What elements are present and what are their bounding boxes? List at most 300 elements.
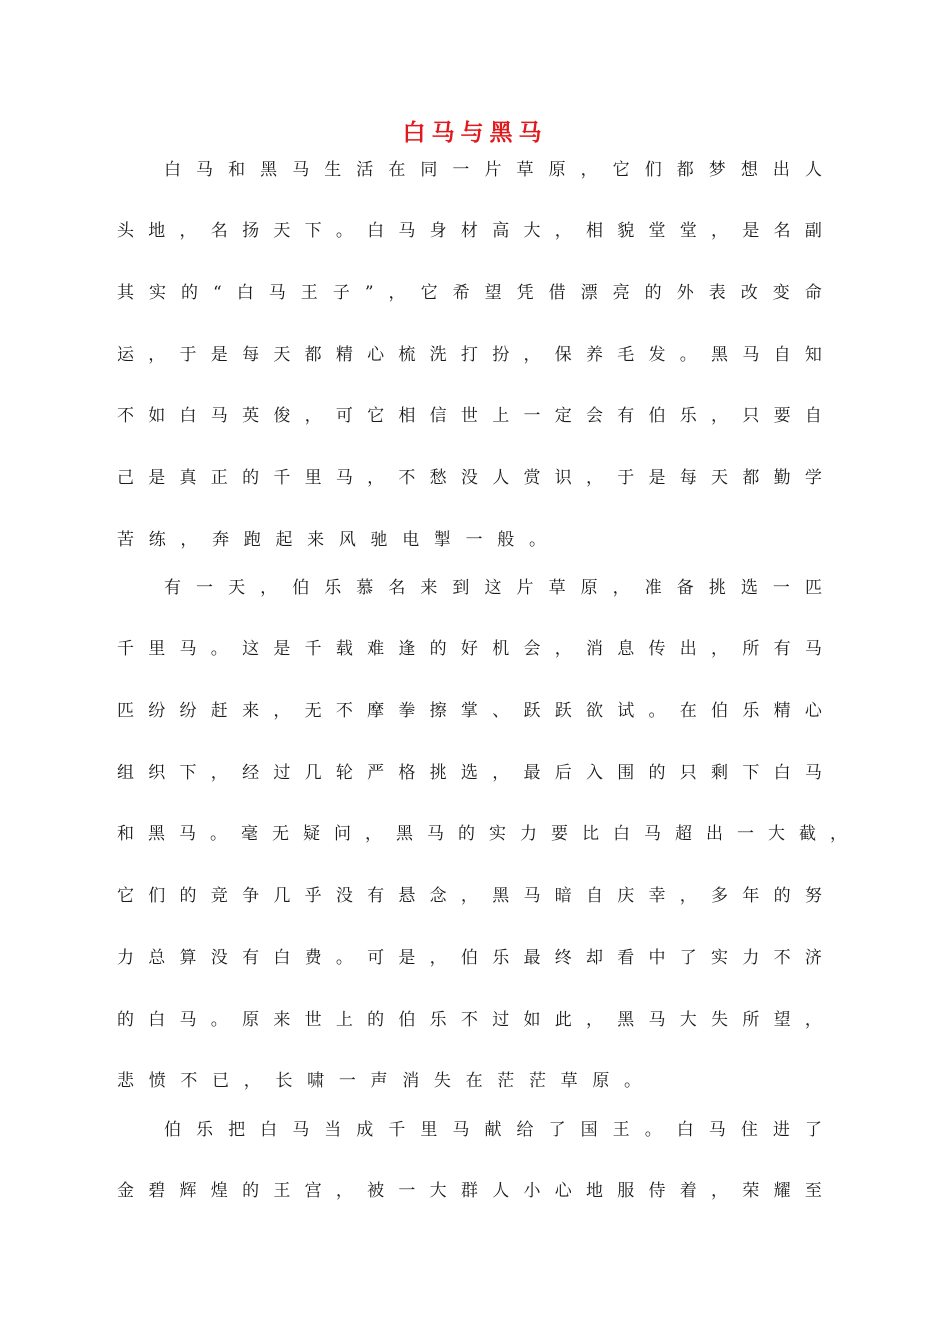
text-char: 伯 [398, 1010, 416, 1030]
text-char: 是 [742, 221, 760, 241]
text-char: 每 [679, 468, 697, 488]
text-char: 马 [292, 160, 310, 180]
text-char: 伯 [648, 406, 666, 426]
text-char: 马 [804, 763, 822, 783]
text-char: ， [180, 530, 198, 550]
text-char: ， [711, 406, 729, 426]
text-char: 截 [799, 824, 816, 844]
text-char: 马 [196, 160, 214, 180]
text-char: 服 [617, 1181, 635, 1201]
text-char: 费 [304, 948, 322, 968]
text-char: 马 [179, 824, 196, 844]
text-char: 己 [117, 468, 134, 488]
text-char: ， [585, 1010, 603, 1030]
text-char: 一 [737, 824, 754, 844]
text-char: 地 [585, 1181, 603, 1201]
text-char: 出 [772, 160, 790, 180]
text-char: 好 [460, 639, 478, 659]
text-char: ， [367, 468, 385, 488]
text-char: 黑 [617, 1010, 635, 1030]
text-char: 堂 [648, 221, 666, 241]
text-char: 出 [679, 639, 697, 659]
text-char: 表 [708, 283, 726, 303]
text-char: 扮 [492, 345, 510, 365]
text-char: 问 [334, 824, 351, 844]
text-line [117, 819, 847, 849]
text-char: 风 [338, 530, 356, 550]
text-char: ， [830, 824, 847, 844]
text-char: 格 [398, 763, 416, 783]
text-char: 中 [648, 948, 666, 968]
text-line [117, 943, 822, 973]
text-char: 争 [242, 886, 260, 906]
text-char: 发 [648, 345, 666, 365]
text-char: 原 [580, 578, 598, 598]
text-char: 头 [117, 221, 134, 241]
text-char: 白 [367, 221, 385, 241]
text-char: 原 [548, 160, 566, 180]
text-char: 黑 [711, 345, 729, 365]
text-char: 精 [773, 701, 791, 721]
text-char: 多 [711, 886, 729, 906]
text-char: ， [335, 1181, 353, 1201]
text-line [117, 1005, 822, 1035]
text-char: 乐 [324, 578, 342, 598]
text-char: 世 [460, 406, 478, 426]
text-char: 念 [429, 886, 447, 906]
text-char: 大 [679, 1010, 697, 1030]
text-char: 围 [617, 763, 635, 783]
text-char: 马 [292, 1120, 310, 1140]
text-char: 王 [300, 283, 318, 303]
text-char: 实 [149, 283, 167, 303]
text-char: 群 [460, 1181, 478, 1201]
text-char: 白 [148, 1010, 166, 1030]
text-char: 识 [554, 468, 572, 488]
text-char: 最 [523, 948, 541, 968]
text-line [117, 340, 822, 370]
text-char: 声 [370, 1071, 388, 1091]
text-char: 心 [367, 345, 385, 365]
text-char: 有 [617, 406, 635, 426]
text-char: 梦 [708, 160, 726, 180]
text-char: 的 [644, 283, 662, 303]
text-char: 名 [388, 578, 406, 598]
text-char: ， [179, 221, 197, 241]
text-char: ， [554, 639, 572, 659]
text-char: 马 [179, 639, 197, 659]
text-char: 学 [804, 468, 822, 488]
text-char: 王 [612, 1120, 630, 1140]
text-char: 会 [523, 639, 541, 659]
text-char: 没 [210, 948, 228, 968]
text-char: 世 [304, 1010, 322, 1030]
text-char: 献 [484, 1120, 502, 1140]
text-char: 英 [242, 406, 260, 426]
text-char: 伯 [711, 701, 729, 721]
text-char: 赏 [523, 468, 541, 488]
text-char: 一 [338, 1071, 356, 1091]
text-char: 马 [268, 283, 286, 303]
text-char: 的 [429, 639, 447, 659]
text-char: 自 [773, 345, 791, 365]
text-char: 不 [773, 948, 791, 968]
text-char: 是 [398, 948, 416, 968]
text-char: 不 [460, 1010, 478, 1030]
text-char: 地 [148, 221, 166, 241]
text-char: 上 [492, 406, 510, 426]
text-char: 马 [179, 1010, 197, 1030]
text-char: 。 [210, 824, 227, 844]
text-char: 失 [711, 1010, 729, 1030]
text-char: 力 [520, 824, 537, 844]
text-line [117, 525, 822, 555]
text-line [117, 401, 822, 431]
text-char: 乐 [429, 1010, 447, 1030]
text-char: 一 [196, 578, 214, 598]
text-char: 梳 [398, 345, 416, 365]
text-char: 都 [742, 468, 760, 488]
text-char: 跃 [554, 701, 572, 721]
text-char: 擦 [429, 701, 447, 721]
text-char: 人 [492, 1181, 510, 1201]
text-char: ， [429, 948, 447, 968]
text-char: ， [492, 763, 510, 783]
text-char: 它 [420, 283, 438, 303]
text-char: 进 [772, 1120, 790, 1140]
text-char: 实 [711, 948, 729, 968]
text-char: 。 [648, 701, 666, 721]
text-char: 白 [773, 763, 791, 783]
text-char: 片 [484, 160, 502, 180]
text-char: 愤 [148, 1071, 166, 1091]
text-char: ， [554, 221, 572, 241]
text-char: 组 [117, 763, 134, 783]
text-char: 乎 [304, 886, 322, 906]
text-char: 有 [367, 886, 385, 906]
text-char: 。 [210, 1010, 228, 1030]
text-char: 的 [242, 1181, 260, 1201]
text-char: 拳 [398, 701, 416, 721]
text-char: 希 [452, 283, 470, 303]
text-char: 乐 [492, 948, 510, 968]
text-char: 洗 [429, 345, 447, 365]
text-char: 千 [273, 468, 291, 488]
text-char: 力 [117, 948, 134, 968]
text-char: 堂 [679, 221, 697, 241]
text-char: 选 [740, 578, 758, 598]
text-char: 里 [304, 468, 322, 488]
text-char: 俊 [273, 406, 291, 426]
text-char: 马 [708, 1120, 726, 1140]
text-char: 千 [304, 639, 322, 659]
text-char: 在 [388, 160, 406, 180]
text-char: 比 [582, 824, 599, 844]
text-char: 只 [742, 406, 760, 426]
text-char: 白 [613, 824, 630, 844]
text-char: 原 [592, 1071, 610, 1091]
text-char: 给 [516, 1120, 534, 1140]
text-char: 打 [460, 345, 478, 365]
text-char: 同 [420, 160, 438, 180]
text-char: 息 [617, 639, 635, 659]
text-char: 精 [335, 345, 353, 365]
text-char: 。 [624, 1071, 641, 1091]
text-char: 练 [148, 530, 166, 550]
text-char: 宫 [304, 1181, 322, 1201]
text-char: ， [243, 1071, 261, 1091]
text-char: ， [460, 886, 478, 906]
text-char: 马 [742, 345, 760, 365]
text-char: 心 [554, 1181, 572, 1201]
text-char: 扬 [242, 221, 260, 241]
text-char: 草 [516, 160, 534, 180]
text-char: 于 [179, 345, 197, 365]
text-char: 望 [773, 1010, 791, 1030]
text-char: 要 [551, 824, 568, 844]
text-char: 正 [210, 468, 228, 488]
text-char: ， [711, 1181, 729, 1201]
text-char: 了 [679, 948, 697, 968]
text-char: 茫 [497, 1071, 515, 1091]
text-char: 不 [398, 468, 416, 488]
text-line [164, 155, 822, 185]
text-char: ， [304, 406, 322, 426]
text-char: 出 [706, 824, 723, 844]
text-char: 侍 [648, 1181, 666, 1201]
text-char: 此 [554, 1010, 572, 1030]
text-char: 马 [644, 824, 661, 844]
text-char: 活 [356, 160, 374, 180]
text-char: 严 [367, 763, 385, 783]
text-char: 马 [427, 824, 444, 844]
text-char: ， [210, 763, 228, 783]
text-char: 至 [804, 1181, 822, 1201]
text-char: ， [711, 221, 729, 241]
text-char: 可 [367, 948, 385, 968]
text-char: 苦 [117, 530, 134, 550]
text-char: 只 [679, 763, 697, 783]
text-char: 跃 [523, 701, 541, 721]
text-line [164, 573, 822, 603]
text-char: 荣 [742, 1181, 760, 1201]
text-char: 一 [523, 406, 541, 426]
text-char: 乐 [679, 406, 697, 426]
text-char: 上 [335, 1010, 353, 1030]
text-char: 相 [585, 221, 603, 241]
text-char: 织 [148, 763, 166, 783]
text-char: 机 [492, 639, 510, 659]
text-char: 慕 [356, 578, 374, 598]
text-char: 来 [420, 578, 438, 598]
text-char: ， [260, 578, 278, 598]
text-char: 黑 [492, 886, 510, 906]
text-char: 名 [210, 221, 228, 241]
text-char: 愁 [429, 468, 447, 488]
text-char: 般 [497, 530, 515, 550]
text-char: 煌 [210, 1181, 228, 1201]
text-line [117, 216, 822, 246]
text-char: 千 [117, 639, 134, 659]
text-char: 下 [742, 763, 760, 783]
text-char: 副 [804, 221, 822, 241]
text-char: 纷 [179, 701, 197, 721]
text-char: 的 [458, 824, 475, 844]
text-char: 的 [179, 886, 197, 906]
text-char: 在 [465, 1071, 483, 1091]
text-char: 毫 [241, 824, 258, 844]
text-char: ， [388, 283, 406, 303]
text-char: 挑 [429, 763, 447, 783]
text-char: 竞 [210, 886, 228, 906]
text-char: 天 [273, 221, 291, 241]
text-char: 黑 [148, 824, 165, 844]
text-char: 年 [742, 886, 760, 906]
text-char: 子 [332, 283, 350, 303]
text-char: 幸 [648, 886, 666, 906]
text-line [117, 278, 822, 308]
text-char: 如 [148, 406, 166, 426]
text-char: 每 [242, 345, 260, 365]
text-char: 运 [117, 345, 134, 365]
text-char: 马 [648, 1010, 666, 1030]
text-char: 王 [273, 1181, 291, 1201]
text-char: 终 [554, 948, 572, 968]
text-char: ， [580, 160, 598, 180]
text-char: 外 [676, 283, 694, 303]
text-char: 身 [429, 221, 447, 241]
text-char: 乐 [742, 701, 760, 721]
text-char: 匹 [804, 578, 822, 598]
text-char: 勤 [773, 468, 791, 488]
text-char: 耀 [773, 1181, 791, 1201]
text-char: 。 [210, 639, 228, 659]
text-char: 力 [742, 948, 760, 968]
text-char: 大 [523, 221, 541, 241]
text-char: 命 [804, 283, 822, 303]
text-char: 消 [585, 639, 603, 659]
text-char: 要 [773, 406, 791, 426]
text-char: 于 [617, 468, 635, 488]
text-char: 不 [117, 406, 134, 426]
text-char: 高 [492, 221, 510, 241]
text-char: 匹 [117, 701, 134, 721]
text-char: 心 [804, 701, 822, 721]
text-char: 马 [804, 639, 822, 659]
text-char: 传 [648, 639, 666, 659]
text-char: 借 [548, 283, 566, 303]
text-char: 试 [617, 701, 635, 721]
text-char: 天 [273, 345, 291, 365]
text-char: 白 [164, 160, 181, 180]
text-char: 几 [304, 763, 322, 783]
text-char: 伯 [164, 1120, 181, 1140]
text-char: 自 [585, 886, 603, 906]
text-char: 想 [740, 160, 758, 180]
text-char: 大 [768, 824, 785, 844]
text-char: 白 [179, 406, 197, 426]
text-char: 小 [523, 1181, 541, 1201]
text-char: ， [585, 468, 603, 488]
text-line [117, 881, 822, 911]
text-char: 掣 [433, 530, 451, 550]
text-char: 载 [335, 639, 353, 659]
text-char: 经 [242, 763, 260, 783]
text-char: 白 [260, 1120, 278, 1140]
text-char: ， [612, 578, 630, 598]
text-char: 定 [554, 406, 572, 426]
text-char: ” [364, 283, 374, 303]
text-char: 纷 [148, 701, 166, 721]
text-char: 养 [585, 345, 603, 365]
text-char: 看 [617, 948, 635, 968]
text-line [117, 463, 822, 493]
text-char: 改 [740, 283, 758, 303]
text-char: 逢 [398, 639, 416, 659]
text-char: 辉 [179, 1181, 197, 1201]
text-char: 变 [772, 283, 790, 303]
text-char: 乐 [196, 1120, 214, 1140]
text-char: 们 [644, 160, 662, 180]
text-char: 所 [742, 1010, 760, 1030]
text-char: 几 [273, 886, 291, 906]
text-char: 伯 [460, 948, 478, 968]
text-char: 黑 [260, 160, 278, 180]
text-char: 会 [585, 406, 603, 426]
text-char: 它 [612, 160, 630, 180]
text-char: 千 [388, 1120, 406, 1140]
text-char: 悬 [398, 886, 416, 906]
text-char: 茫 [528, 1071, 546, 1091]
text-char: 原 [242, 1010, 260, 1030]
text-line [164, 1115, 822, 1145]
text-char: 伯 [292, 578, 310, 598]
text-char: 可 [335, 406, 353, 426]
text-char: 没 [335, 886, 353, 906]
text-char: 电 [402, 530, 420, 550]
text-char: 黑 [396, 824, 413, 844]
text-char: 它 [117, 886, 134, 906]
text-line [117, 1066, 822, 1096]
text-char: 有 [242, 948, 260, 968]
text-char: 一 [465, 530, 483, 550]
text-char: 。 [335, 948, 353, 968]
text-char: 后 [554, 763, 572, 783]
text-char: 白 [273, 948, 291, 968]
text-char: 备 [676, 578, 694, 598]
text-char: 真 [179, 468, 197, 488]
text-line [117, 634, 822, 664]
text-char: 暗 [554, 886, 572, 906]
text-char: ， [804, 1010, 822, 1030]
text-char: 入 [585, 763, 603, 783]
text-char: 欲 [585, 701, 603, 721]
text-char: 都 [304, 345, 322, 365]
text-char: 有 [164, 578, 181, 598]
text-char: 失 [433, 1071, 451, 1091]
text-char: 不 [180, 1071, 198, 1091]
text-char: ， [711, 639, 729, 659]
text-char: 总 [148, 948, 166, 968]
text-line [117, 758, 822, 788]
text-char: 大 [429, 1181, 447, 1201]
document-title: 白马与黑马 [402, 119, 548, 146]
text-char: 相 [398, 406, 416, 426]
text-char: 亮 [612, 283, 630, 303]
text-char: 人 [804, 160, 822, 180]
text-char: 在 [679, 701, 697, 721]
text-char: 到 [452, 578, 470, 598]
